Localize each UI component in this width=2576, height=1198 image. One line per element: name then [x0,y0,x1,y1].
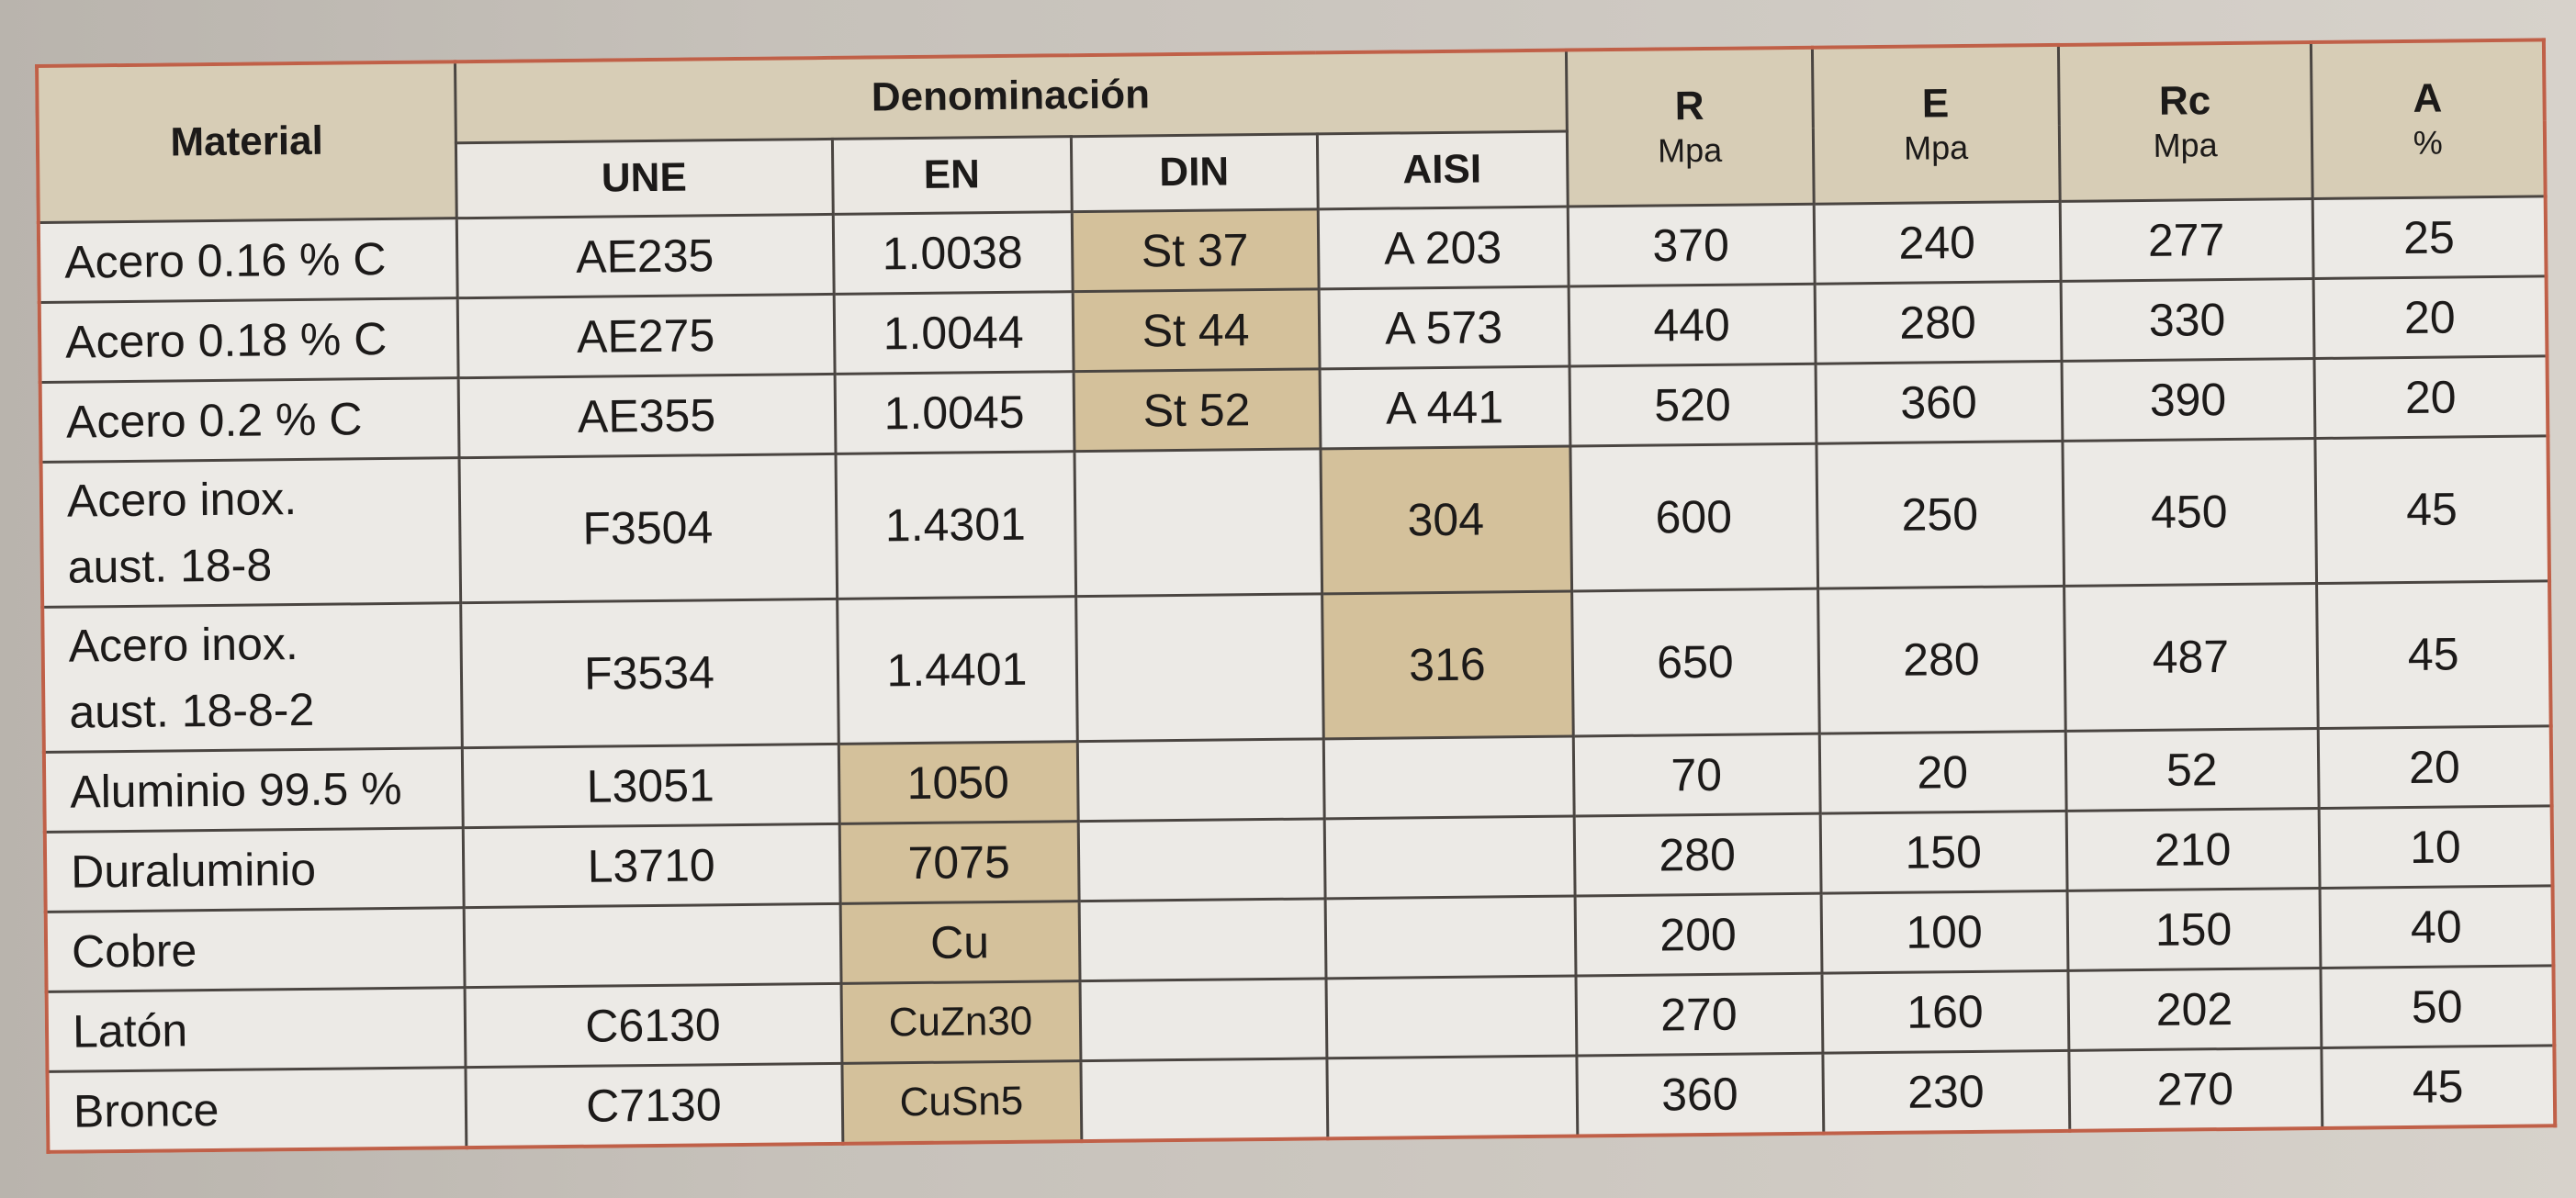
materials-table [35,38,2557,1153]
en-cell: 1.4401 [837,596,1077,744]
a-cell: 45 [2321,1045,2555,1127]
une-cell: L3710 [463,823,840,907]
aisi-cell [1323,736,1574,819]
rc-cell: 330 [2061,278,2314,361]
din-cell: St 52 [1074,368,1321,451]
une-cell: AE355 [458,374,836,457]
en-cell: CuZn30 [841,980,1081,1063]
une-cell: L3051 [462,744,839,827]
material-line-2: aust. 18-8-2 [69,683,315,738]
aisi-cell [1324,815,1575,898]
header-e [1812,45,2060,204]
e-cell: 20 [1819,731,2066,813]
en-cell: 1050 [838,741,1078,823]
r-cell: 280 [1574,813,1821,896]
r-cell: 370 [1568,204,1815,286]
rc-cell: 450 [2062,438,2316,586]
a-cell: 45 [2314,435,2549,583]
une-cell [464,903,841,987]
une-cell: C6130 [465,983,842,1067]
din-cell [1074,448,1322,596]
une-cell: AE235 [456,214,834,297]
en-cell: 1.4301 [835,451,1075,599]
material-line-1: Acero inox. [66,473,298,527]
header-din: DIN [1071,133,1318,211]
r-cell: 200 [1575,893,1822,976]
din-cell [1075,593,1323,741]
table-row [41,435,2550,607]
header-denominacion: Denominación [455,50,1567,143]
din-cell [1077,738,1324,821]
header-material: Material [37,62,456,222]
rc-cell: 390 [2062,358,2315,441]
r-cell: 600 [1569,443,1817,591]
material-cell: Aluminio 99.5 % [44,747,463,832]
material-cell [42,602,462,752]
en-cell: 1.0044 [834,291,1074,374]
e-cell: 160 [1822,970,2069,1053]
rc-cell: 277 [2060,198,2313,281]
r-cell: 360 [1576,1053,1823,1136]
din-cell [1078,818,1325,901]
header-a-unit: % [2413,123,2444,162]
une-cell: C7130 [465,1063,842,1148]
aisi-cell: A 441 [1320,366,1570,449]
e-cell: 240 [1814,201,2061,284]
material-cell: Duraluminio [45,827,464,912]
header-rc-symbol: Rc [2158,78,2211,125]
aisi-cell: 304 [1320,446,1571,594]
header-a-symbol: A [2413,75,2443,122]
e-cell: 230 [1822,1050,2069,1133]
material-cell: Latón [47,987,466,1071]
rc-cell: 52 [2065,728,2319,811]
e-cell: 100 [1821,890,2068,973]
en-cell: Cu [840,901,1080,983]
e-cell: 250 [1816,441,2064,588]
une-cell: AE275 [457,294,835,377]
a-cell: 20 [2313,275,2548,358]
table-row [42,580,2551,752]
header-row-top [37,39,2545,147]
material-line-1: Acero inox. [68,618,299,672]
en-cell: 7075 [839,821,1079,903]
r-cell: 270 [1576,973,1823,1056]
a-cell: 20 [2314,355,2548,438]
header-une: UNE [456,139,833,218]
material-cell [41,457,461,607]
rc-cell: 150 [2067,888,2321,970]
r-cell: 440 [1569,284,1816,366]
rc-cell: 202 [2067,968,2321,1050]
materials-table-sheet [35,38,2553,1152]
material-cell: Acero 0.2 % C [40,377,459,462]
din-cell [1080,978,1327,1060]
din-cell [1079,898,1326,980]
material-cell: Bronce [47,1067,466,1151]
e-cell: 360 [1816,361,2063,443]
a-cell: 40 [2320,885,2554,968]
material-cell: Acero 0.16 % C [39,218,457,302]
header-e-unit: Mpa [1903,129,1969,167]
aisi-cell: 316 [1322,591,1573,739]
header-rc [2058,42,2312,201]
material-line-2: aust. 18-8 [67,539,273,593]
aisi-cell [1326,1055,1577,1137]
din-cell: St 44 [1073,288,1320,371]
r-cell: 70 [1573,733,1820,816]
a-cell: 45 [2316,580,2551,728]
rc-cell: 487 [2064,583,2318,731]
header-e-symbol: E [1921,81,1950,127]
une-cell: F3534 [460,599,838,747]
a-cell: 50 [2320,965,2554,1047]
header-en: EN [832,136,1072,214]
rc-cell: 210 [2066,808,2320,890]
header-aisi: AISI [1317,131,1568,209]
header-r-unit: Mpa [1657,131,1723,170]
header-r [1566,48,1814,207]
aisi-cell [1326,975,1577,1058]
aisi-cell [1325,895,1576,978]
aisi-cell: A 573 [1319,286,1569,369]
r-cell: 520 [1569,364,1817,446]
en-cell: CuSn5 [841,1060,1081,1143]
header-a [2311,39,2546,198]
material-cell: Cobre [46,907,465,991]
aisi-cell: A 203 [1318,207,1569,289]
header-r-symbol: R [1674,84,1704,129]
din-cell: St 37 [1072,208,1319,291]
a-cell: 10 [2319,805,2553,888]
en-cell: 1.0038 [833,211,1073,294]
a-cell: 25 [2312,196,2547,278]
e-cell: 150 [1820,811,2067,893]
e-cell: 280 [1815,281,2062,364]
en-cell: 1.0045 [835,371,1074,453]
din-cell [1080,1058,1327,1140]
material-cell: Acero 0.18 % C [39,297,458,382]
rc-cell: 270 [2068,1047,2322,1130]
e-cell: 280 [1817,586,2065,733]
une-cell: F3504 [459,453,838,602]
header-rc-unit: Mpa [2153,126,2218,165]
r-cell: 650 [1571,588,1819,736]
a-cell: 20 [2318,725,2552,808]
